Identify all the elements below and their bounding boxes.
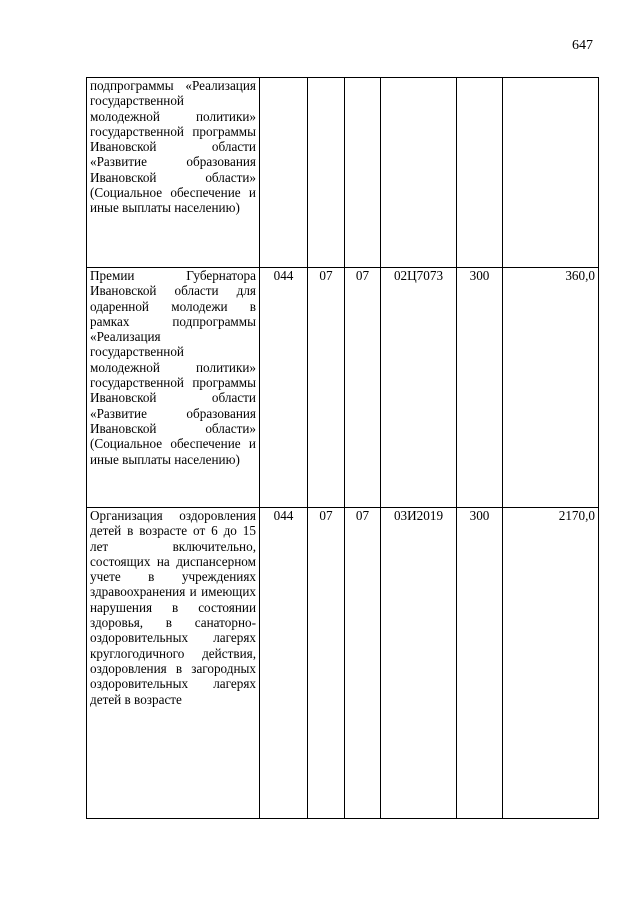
description-cell: подпрограммы «Реализация государственной молодежной политики» государственной программы Ивановской области «Развитие образования Ивановской области» (Социальное обеспечение и иные выплаты населению) <box>87 78 260 268</box>
budget-table <box>86 77 599 819</box>
section-code-cell: 07 <box>308 508 345 819</box>
ministry-code-cell: 044 <box>260 508 308 819</box>
target-article-cell <box>381 78 457 268</box>
amount-cell: 360,0 <box>503 268 599 508</box>
description-cell: Премии Губернатора Ивановской области для одаренной молодежи в рамках подпрограммы «Реализация государственной молодежной политики» государственной программы Ивановской области «Развитие образования Ивановской области» (Социальное обеспечение и иные выплаты населению) <box>87 268 260 508</box>
ministry-code-cell <box>260 78 308 268</box>
target-article-cell: 02Ц7073 <box>381 268 457 508</box>
section-code-cell: 07 <box>308 268 345 508</box>
page-number: 647 <box>572 38 593 53</box>
expense-type-cell: 300 <box>457 268 503 508</box>
description-cell: Организация оздоровления детей в возрасте от 6 до 15 лет включительно, состоящих на диспансерном учете в учреждениях здравоохранения и имеющих нарушения в состоянии здоровья, в санаторно-оздоровительных лагерях круглогодичного действия, оздоровления в загородных оздоровительных лагерях детей в возрасте <box>87 508 260 819</box>
target-article-cell: 03И2019 <box>381 508 457 819</box>
section-code-cell <box>308 78 345 268</box>
amount-cell: 2170,0 <box>503 508 599 819</box>
subsection-code-cell <box>345 78 381 268</box>
table-row <box>87 268 599 508</box>
expense-type-cell: 300 <box>457 508 503 819</box>
ministry-code-cell: 044 <box>260 268 308 508</box>
subsection-code-cell: 07 <box>345 508 381 819</box>
table-row <box>87 78 599 268</box>
table-row <box>87 508 599 819</box>
subsection-code-cell: 07 <box>345 268 381 508</box>
expense-type-cell <box>457 78 503 268</box>
amount-cell <box>503 78 599 268</box>
